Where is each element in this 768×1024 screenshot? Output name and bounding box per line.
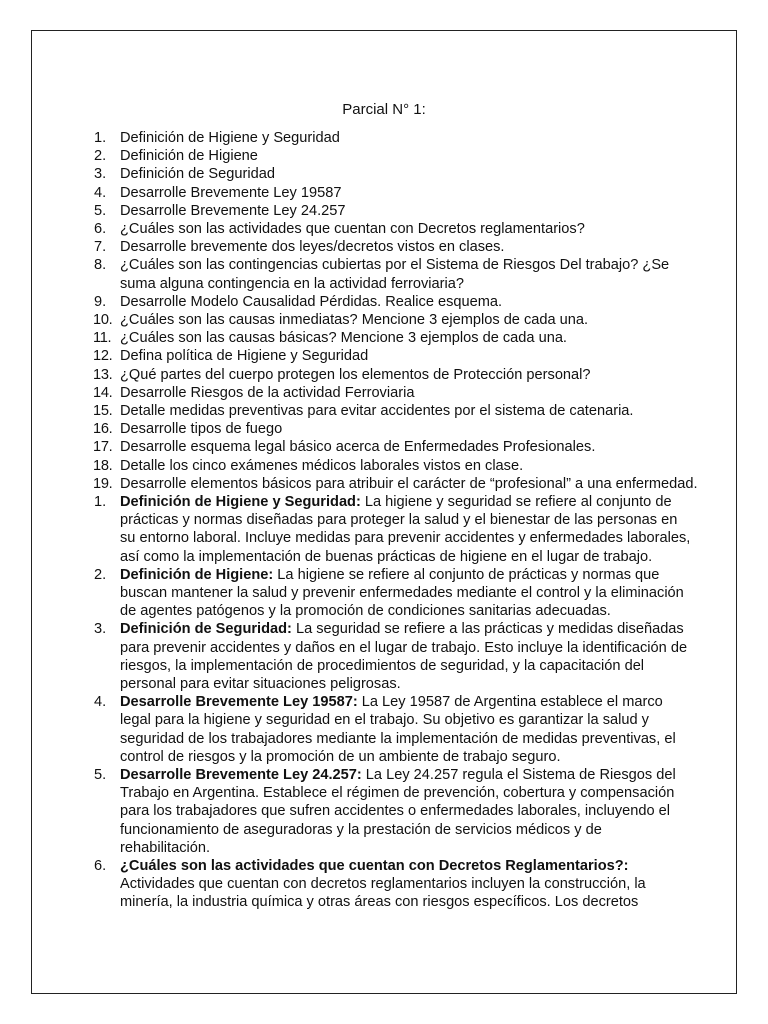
question-text: Desarrolle Riesgos de la actividad Ferroviaria [120,384,415,401]
question-text: Definición de Seguridad [120,166,275,183]
question-text: ¿Cuáles son las contingencias cubiertas por el Sistema de Riesgos Del trabajo? ¿Se suma alguna contingencia en la actividad ferroviaria? [120,257,670,292]
question-item [32,129,700,147]
answer-item [32,693,695,766]
question-item [32,402,700,420]
question-text: Desarrolle Brevemente Ley 19587 [120,184,342,201]
question-number: 12. [93,348,113,365]
question-number: 2. [94,148,107,165]
question-item [32,220,700,238]
question-number: 17. [93,439,113,456]
answer-item [32,620,695,693]
question-number: 8. [94,257,107,274]
question-item [32,366,700,384]
question-text: ¿Cuáles son las causas inmediatas? Mencione 3 ejemplos de cada una. [120,312,589,329]
question-number: 1. [94,130,107,146]
question-text: Defina política de Higiene y Seguridad [120,348,369,365]
question-text: Definición de Higiene [120,148,258,165]
question-number: 6. [94,221,107,238]
answer-item [32,766,695,857]
answer-heading: Desarrolle Brevemente Ley 24.257: [120,767,362,784]
answer-number: 3. [94,621,107,638]
question-item [32,165,700,183]
question-text: Desarrolle esquema legal básico acerca de Enfermedades Profesionales. [120,439,596,456]
question-number: 16. [93,421,113,438]
question-text: Desarrolle elementos básicos para atribuir el carácter de “profesional” a una enfermedad. [120,475,698,492]
question-item [32,311,700,329]
page-title: Parcial N° 1: [342,101,426,118]
question-number: 19. [93,475,113,492]
question-text: Detalle los cinco exámenes médicos laborales vistos en clase. [120,457,524,474]
answer-text: La Ley 19587 de Argentina establece el marco legal para la higiene y seguridad en el trabajo. Su objetivo es garantizar la salud y seguridad de los trabajadores mediante la implementación de medidas preventivas, el control de riesgos y la promoción de un ambiente de trabajo seguro. [120,694,676,765]
answer-heading: ¿Cuáles son las actividades que cuentan con Decretos Reglamentarios?: [120,858,629,875]
question-text: ¿Qué partes del cuerpo protegen los elementos de Protección personal? [120,366,591,383]
question-number: 10. [93,312,113,329]
answer-text: La Ley 24.257 regula el Sistema de Riesgos del Trabajo en Argentina. Establece el régimen de prevención, cobertura y compensación para los trabajadores que sufren accidentes o enfermedades laborales, incluyendo el funcionamiento de aseguradoras y la prestación de servicios médicos y de rehabilitación. [120,767,676,856]
question-number: 3. [94,166,107,183]
question-text: Desarrolle Modelo Causalidad Pérdidas. Realice esquema. [120,293,503,310]
question-text: ¿Cuáles son las causas básicas? Mencione 3 ejemplos de cada una. [120,330,567,347]
question-item [32,202,700,220]
question-item [32,347,700,365]
question-item [32,256,700,292]
question-item [32,184,700,202]
answer-heading: Desarrolle Brevemente Ley 19587: [120,694,358,711]
question-number: 9. [94,293,107,310]
answer-number: 2. [94,566,107,583]
question-item [32,293,700,311]
answer-number: 5. [94,767,107,784]
question-item [32,420,700,438]
question-number: 15. [93,403,113,420]
answer-number: 6. [94,858,107,875]
question-text: Desarrolle brevemente dos leyes/decretos vistos en clases. [120,239,505,256]
answer-item [32,566,695,621]
question-item [32,438,700,456]
document-page [31,30,737,994]
question-text: Detalle medidas preventivas para evitar accidentes por el sistema de catenaria. [120,403,634,420]
question-text: Desarrolle Brevemente Ley 24.257 [120,202,346,219]
question-number: 11. [93,330,112,347]
question-text: Definición de Higiene y Seguridad [120,130,340,146]
question-item [32,475,700,493]
answer-text: La seguridad se refiere a las prácticas y medidas diseñadas para prevenir accidentes y daños en el lugar de trabajo. Esto incluye la identificación de riesgos, la implementación de procedimientos de seguridad, y la capacitación del personal para evitar situaciones peligrosas. [120,621,688,693]
question-number: 7. [94,239,107,256]
question-number: 5. [94,202,107,219]
question-list [32,129,700,493]
answer-number: 4. [94,694,107,711]
question-item [32,147,700,165]
answer-item [32,493,695,566]
question-item [32,238,700,256]
question-item [32,329,700,347]
answer-heading: Definición de Seguridad: [120,621,292,638]
answer-list [32,493,695,912]
question-number: 4. [94,184,107,201]
question-number: 13. [93,366,113,383]
question-number: 18. [93,457,113,474]
question-item [32,457,700,475]
answer-text: La higiene se refiere al conjunto de prácticas y normas que buscan mantener la salud y prevenir enfermedades mediante el control y la eliminación de agentes patógenos y la promoción de condiciones sanitarias adecuadas. [120,566,684,620]
answer-text: La higiene y seguridad se refiere al conjunto de prácticas y normas diseñadas para proteger la salud y el bienestar de las personas en su entorno laboral. Incluye medidas para prevenir accidentes y enfermedades laborales, así como la implementación de buenas prácticas de higiene en el lugar de trabajo. [120,494,691,565]
question-item [32,384,700,402]
answer-heading: Definición de Higiene: [120,566,274,583]
answer-text: Actividades que cuentan con decretos reglamentarios incluyen la construcción, la minería, la industria química y otras áreas con riesgos específicos. Los decretos [120,876,646,911]
answer-item [32,857,695,912]
question-text: Desarrolle tipos de fuego [120,421,283,438]
answer-number: 1. [94,494,107,510]
question-number: 14. [93,384,113,401]
answer-heading: Definición de Higiene y Seguridad: [120,494,361,510]
question-text: ¿Cuáles son las actividades que cuentan con Decretos reglamentarios? [120,221,585,238]
